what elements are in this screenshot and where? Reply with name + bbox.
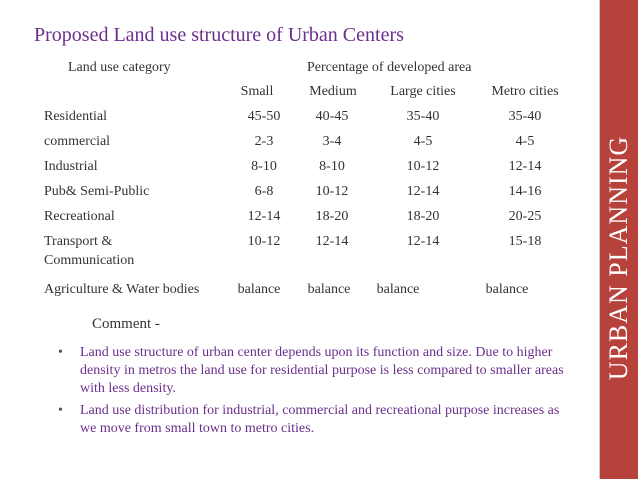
comment-title: Comment - bbox=[92, 316, 160, 332]
cell-large: 4-5 bbox=[413, 134, 433, 149]
cell-small: 6-8 bbox=[254, 184, 274, 199]
cell-metro: 20-25 bbox=[508, 209, 542, 224]
row-category: Industrial bbox=[44, 159, 98, 174]
column-header-medium: Medium bbox=[309, 84, 357, 99]
row-category: Recreational bbox=[44, 209, 115, 224]
bullet-text: Land use distribution for industrial, commercial and recreational purpose increases as we move from small town to metro cities. bbox=[80, 403, 560, 436]
cell-medium: balance bbox=[307, 282, 351, 297]
column-header-metro: Metro cities bbox=[491, 84, 559, 99]
header-percentage: Percentage of developed area bbox=[307, 60, 472, 75]
column-header-small: Small bbox=[240, 84, 274, 99]
cell-medium: 3-4 bbox=[322, 134, 342, 149]
cell-medium: 10-12 bbox=[315, 184, 349, 199]
bullet-icon: • bbox=[58, 403, 63, 418]
cell-metro: 14-16 bbox=[508, 184, 542, 199]
cell-small: 8-10 bbox=[251, 159, 277, 174]
cell-large: balance bbox=[376, 282, 420, 297]
bullet-item bbox=[58, 344, 578, 398]
column-header-large: Large cities bbox=[390, 84, 456, 99]
cell-small: balance bbox=[237, 282, 281, 297]
row-category-line2: Communication bbox=[44, 253, 135, 268]
bullet-icon: • bbox=[58, 345, 63, 360]
comment-bullets bbox=[58, 344, 578, 442]
cell-large: 12-14 bbox=[406, 234, 440, 249]
slide-title: Proposed Land use structure of Urban Centers bbox=[34, 24, 404, 46]
row-category: Agriculture & Water bodies bbox=[44, 282, 200, 297]
cell-metro: 4-5 bbox=[515, 134, 535, 149]
cell-medium: 18-20 bbox=[315, 209, 349, 224]
cell-medium: 12-14 bbox=[315, 234, 349, 249]
bullet-item bbox=[58, 402, 578, 438]
row-category: Residential bbox=[44, 109, 107, 124]
cell-medium: 40-45 bbox=[315, 109, 349, 124]
cell-metro: 12-14 bbox=[508, 159, 542, 174]
cell-medium: 8-10 bbox=[319, 159, 345, 174]
bullet-text: Land use structure of urban center depends upon its function and size. Due to higher density in metros the land use for residential purpose is less compared to smaller areas with less density. bbox=[80, 345, 564, 396]
cell-small: 45-50 bbox=[247, 109, 281, 124]
cell-small: 10-12 bbox=[247, 234, 281, 249]
cell-small: 2-3 bbox=[254, 134, 274, 149]
cell-small: 12-14 bbox=[247, 209, 281, 224]
cell-large: 35-40 bbox=[406, 109, 440, 124]
header-category: Land use category bbox=[68, 60, 171, 75]
row-category-line1: Transport & bbox=[44, 234, 113, 249]
cell-metro: 35-40 bbox=[508, 109, 542, 124]
cell-metro: balance bbox=[485, 282, 529, 297]
row-category: commercial bbox=[44, 134, 111, 149]
cell-large: 18-20 bbox=[406, 209, 440, 224]
side-label: URBAN PLANNING bbox=[604, 135, 633, 381]
cell-metro: 15-18 bbox=[508, 234, 542, 249]
row-category: Pub& Semi-Public bbox=[44, 184, 150, 199]
cell-large: 12-14 bbox=[406, 184, 440, 199]
cell-large: 10-12 bbox=[406, 159, 440, 174]
